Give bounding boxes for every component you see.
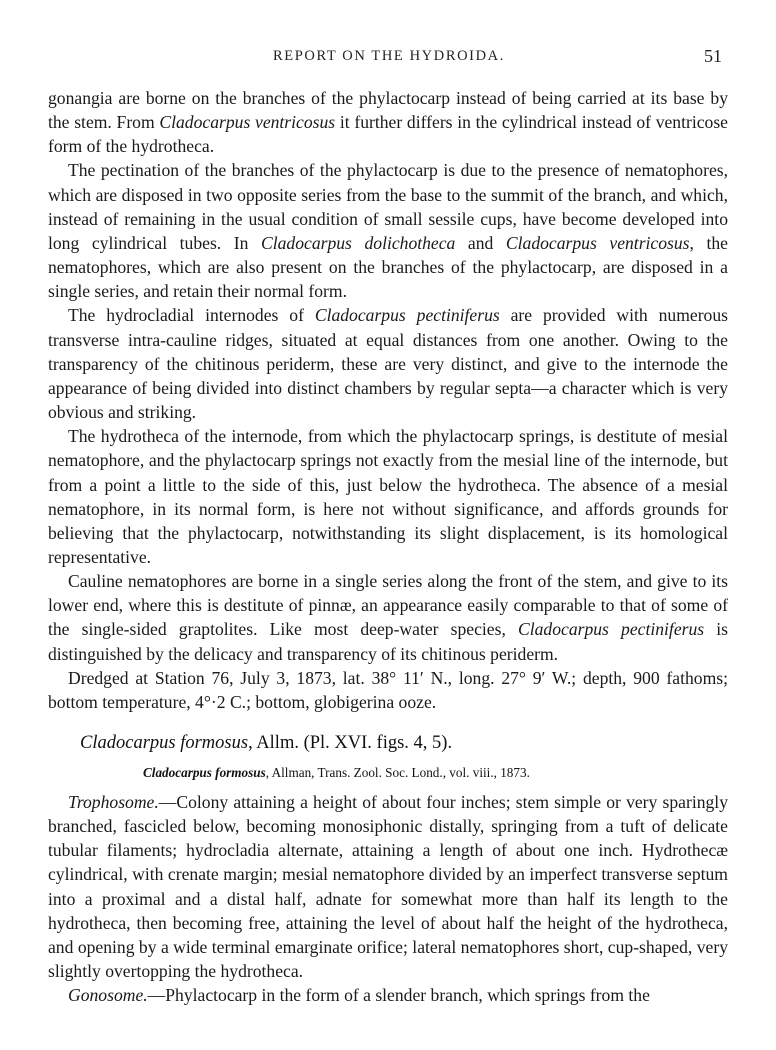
body-text [48, 86, 728, 714]
species-name: Cladocarpus ventricosus [159, 112, 336, 133]
species-heading [80, 733, 452, 754]
citation: , Allman, Trans. Zool. Soc. Lond., vol. viii., 1873. [265, 765, 530, 780]
section-label: Trophosome. [68, 792, 159, 812]
species-authority: , Allm. (Pl. XVI. figs. 4, 5). [248, 733, 453, 753]
paragraph-hydrotheca [48, 424, 728, 569]
description-text [48, 790, 728, 1007]
paragraph-continuation [48, 86, 728, 158]
text-run: and [455, 232, 506, 253]
text-run: gonangia are borne on the branches of the phylactocarp instead of being carried at its base by the stem. From [48, 88, 728, 133]
running-head: REPORT ON THE HYDROIDA. [273, 48, 505, 64]
paragraph-trophosome [48, 790, 728, 983]
text-run: —Colony attaining a height of about four inches; stem simple or very sparingly branched, fascicled below, becoming monosiphonic distally, springing from a tuft of delicate tubular filaments; hydrocladia alternate, attaining a length of about one inch. Hydrothecæ cylindrical, with crenate margin; mesial nematophore divided by an imperfect transverse septum into a proximal and a distal half, adnate for somewhat more than half its length to the hydrotheca, then becoming free, attaining the level of about half the height of the hydrotheca, and opening by a wide terminal emarginate orifice; lateral nematophores short, cup-shaped, very slightly overtopping the hydrotheca. [48, 792, 728, 982]
paragraph-pectination [48, 158, 728, 303]
species-name: Cladocarpus formosus [143, 765, 266, 780]
page-header [0, 48, 776, 72]
species-name: Cladocarpus pectiniferus [518, 619, 705, 640]
section-label: Gonosome. [68, 985, 148, 1006]
species-name: Cladocarpus dolichotheca [261, 232, 456, 253]
text-run: —Phylactocarp in the form of a slender branch, which springs from the [147, 985, 650, 1006]
text-run: The hydrocladial internodes of [68, 305, 315, 326]
text-run: Dredged at Station 76, July 3, 1873, lat. 38° 11′ N., long. 27° 9′ W.; depth, 900 fathoms; bottom temperature, 4°·2 C.; bottom, globigerina ooze. [48, 667, 728, 712]
text-run: The hydrotheca of the internode, from which the phylactocarp springs, is destitute of mesial nematophore, and the phylactocarp springs not exactly from the mesial line of the internode, but from a point a little to the side of this, just below the hydrotheca. The absence of a mesial nematophore, in its normal form, is here not without significance, and affords grounds for believing that the phylactocarp, notwithstanding its slight displacement, is its homological representative. [48, 426, 728, 567]
text-run: The pectination of the branches of the phylactocarp is due to the presence of nematophores, which are disposed in two opposite series from the base to the summit of the branch, and which, instead of remaining in the usual condition of small sessile cups, have become developed into long cylindrical tubes. In [48, 160, 728, 253]
text-run: Cauline nematophores are borne in a single series along the front of the stem, and give to its lower end, where this is destitute of pinnæ, an appearance easily comparable to that of some of the single-sided graptolites. Like most deep-water species, [48, 571, 728, 640]
text-run: is distinguished by the delicacy and transparency of its chitinous periderm. [48, 619, 729, 664]
species-name: Cladocarpus ventricosus [505, 232, 690, 253]
paragraph-cauline [48, 569, 728, 666]
species-name: Cladocarpus formosus [80, 733, 249, 753]
text-run: are provided with numerous transverse intra-cauline ridges, situated at equal distances from one another. Owing to the transparency of the chitinous periderm, these are very distinct, and give to the internode the appearance of being divided into distinct chambers by regular septa—a character which is very obvious and striking. [48, 305, 729, 423]
paragraph-gonosome [48, 983, 728, 1007]
synonymy-reference [143, 765, 530, 781]
species-name: Cladocarpus pectiniferus [314, 305, 500, 326]
text-run: it further differs in the cylindrical instead of ventricose form of the hydrotheca. [48, 112, 728, 157]
paragraph-internodes [48, 303, 728, 424]
page-number: 51 [704, 46, 722, 66]
paragraph-station [48, 666, 728, 714]
text-run: , the nematophores, which are also present on the branches of the phylactocarp, are disposed in a single series, and retain their normal form. [48, 232, 728, 302]
